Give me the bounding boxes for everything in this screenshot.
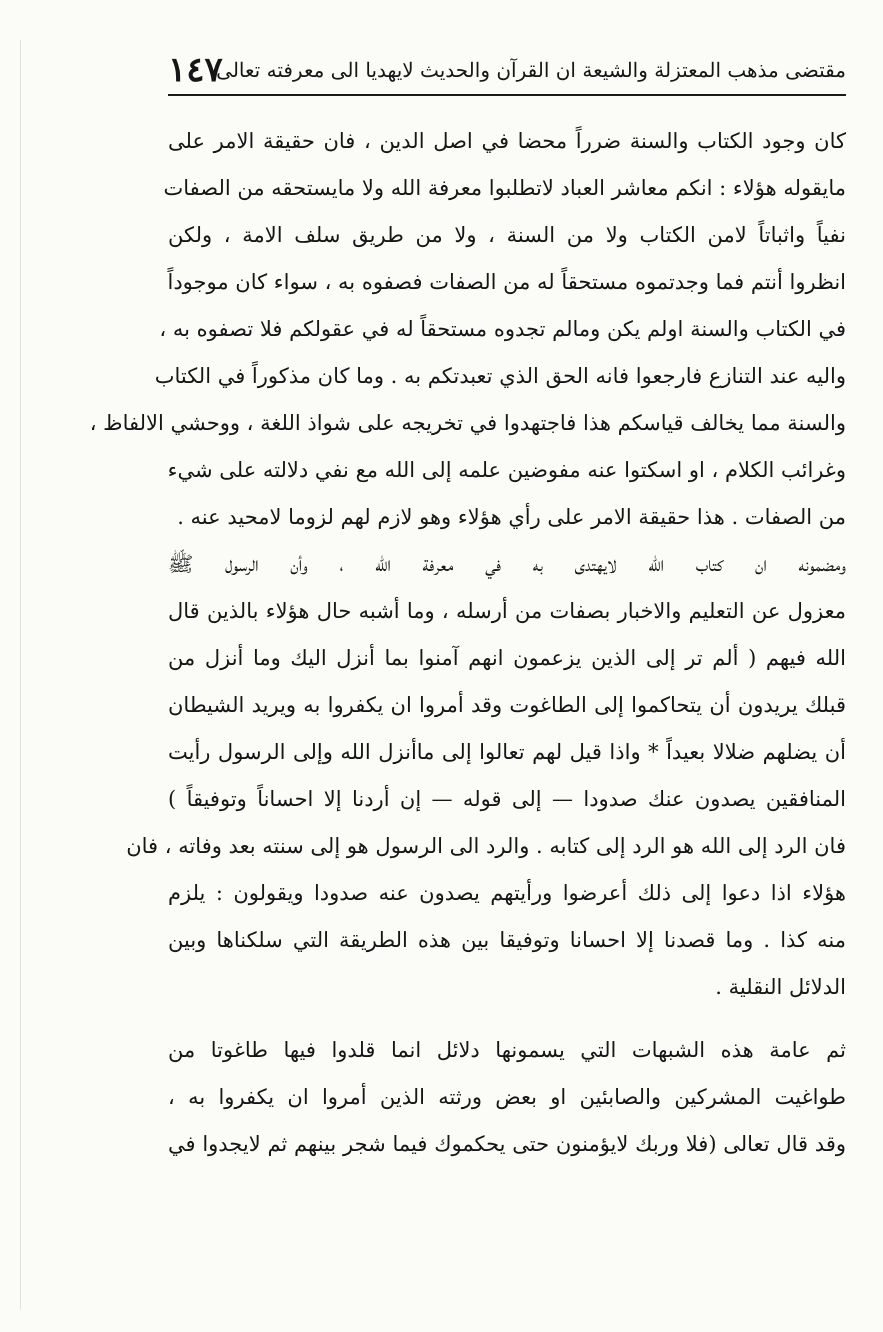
- body-text: [89, 118, 846, 1168]
- text-line: الله فيهم ( ألم تر إلى الذين يزعمون انهم آمنوا بما أنزل اليك وما أنزل من: [168, 646, 846, 670]
- text-line: فان الرد إلى الله هو الرد إلى كتابه . والرد الى الرسول هو إلى سنته بعد وفاته ، فان: [126, 834, 846, 858]
- page-header: [168, 50, 846, 98]
- text-line: وقد قال تعالى (فلا وربك لايؤمنون حتى يحكموك فيما شجر بينهم ثم لايجدوا في: [168, 1132, 846, 1156]
- text-line: هؤلاء اذا دعوا إلى ذلك أعرضوا ورأيتهم يصدون عنه صدودا ويقولون : يلزم: [168, 881, 846, 905]
- running-title: مقتضى مذهب المعتزلة والشيعة ان القرآن والحديث لايهديا الى معرفته تعالى: [216, 58, 846, 82]
- text-line: في الكتاب والسنة اولم يكن ومالم تجدوه مستحقاً له في عقولكم فلا تصفوه به ،: [159, 317, 846, 341]
- paragraph-3: [168, 1027, 846, 1168]
- text-line: انظروا أنتم فما وجدتموه مستحقاً له من الصفات فصفوه به ، سواء كان موجوداً: [167, 270, 846, 294]
- text-line: ومضمونه ان كتاب الله لايهتدى به في معرفة الله ، وأن الرسول ﷺ: [168, 552, 846, 576]
- text-line: ثم عامة هذه الشبهات التي يسمونها دلائل انما قلدوا فيها طاغوتا من: [168, 1038, 846, 1062]
- header-rule: [168, 94, 846, 96]
- text-line: والسنة مما يخالف قياسكم هذا فاجتهدوا في تخريجه على شواذ اللغة ، ووحشي الالفاظ ،: [89, 411, 846, 435]
- text-line: قبلك يريدون أن يتحاكموا إلى الطاغوت وقد أمروا ان يكفروا به ويريد الشيطان: [168, 693, 846, 717]
- page-edge-shadow: [20, 40, 21, 1310]
- text-line: وغرائب الكلام ، او اسكتوا عنه مفوضين علمه إلى الله مع نفي دلالته على شيء: [167, 458, 846, 482]
- text-line: مايقوله هؤلاء : انكم معاشر العباد لاتطلبوا معرفة الله ولا مايستحقه من الصفات: [163, 176, 846, 200]
- text-line: أن يضلهم ضلالا بعيداً * واذا قيل لهم تعالوا إلى ماأنزل الله وإلى الرسول رأيت: [168, 740, 846, 764]
- paragraph-gap: [168, 1011, 846, 1027]
- paragraph-2: [126, 541, 846, 1011]
- text-line: كان وجود الكتاب والسنة ضرراً محضا في اصل الدين ، فان حقيقة الامر على: [168, 129, 846, 153]
- text-line: الدلائل النقلية .: [715, 975, 846, 999]
- text-line: من الصفات . هذا حقيقة الامر على رأي هؤلاء وهو لازم لهم لزوما لامحيد عنه .: [177, 505, 846, 529]
- text-line: نفياً واثباتاً لامن الكتاب ولا من السنة ، ولا من طريق سلف الامة ، ولكن: [168, 223, 846, 247]
- text-line: طواغيت المشركين والصابئين او بعض ورثته الذين أمروا ان يكفروا به ،: [168, 1085, 846, 1109]
- paragraph-1: [89, 118, 846, 541]
- page-number: ١٤٧: [168, 50, 223, 90]
- text-line: معزول عن التعليم والاخبار بصفات من أرسله ، وما أشبه حال هؤلاء بالذين قال: [168, 599, 846, 623]
- text-line: المنافقين يصدون عنك صدودا — إلى قوله — إن أردنا إلا احساناً وتوفيقاً ): [168, 787, 846, 811]
- text-line: واليه عند التنازع فارجعوا فانه الحق الذي تعبدتكم به . وما كان مذكوراً في الكتاب: [154, 364, 846, 388]
- text-line: منه كذا . وما قصدنا إلا احسانا وتوفيقا بين هذه الطريقة التي سلكناها وبين: [168, 928, 846, 952]
